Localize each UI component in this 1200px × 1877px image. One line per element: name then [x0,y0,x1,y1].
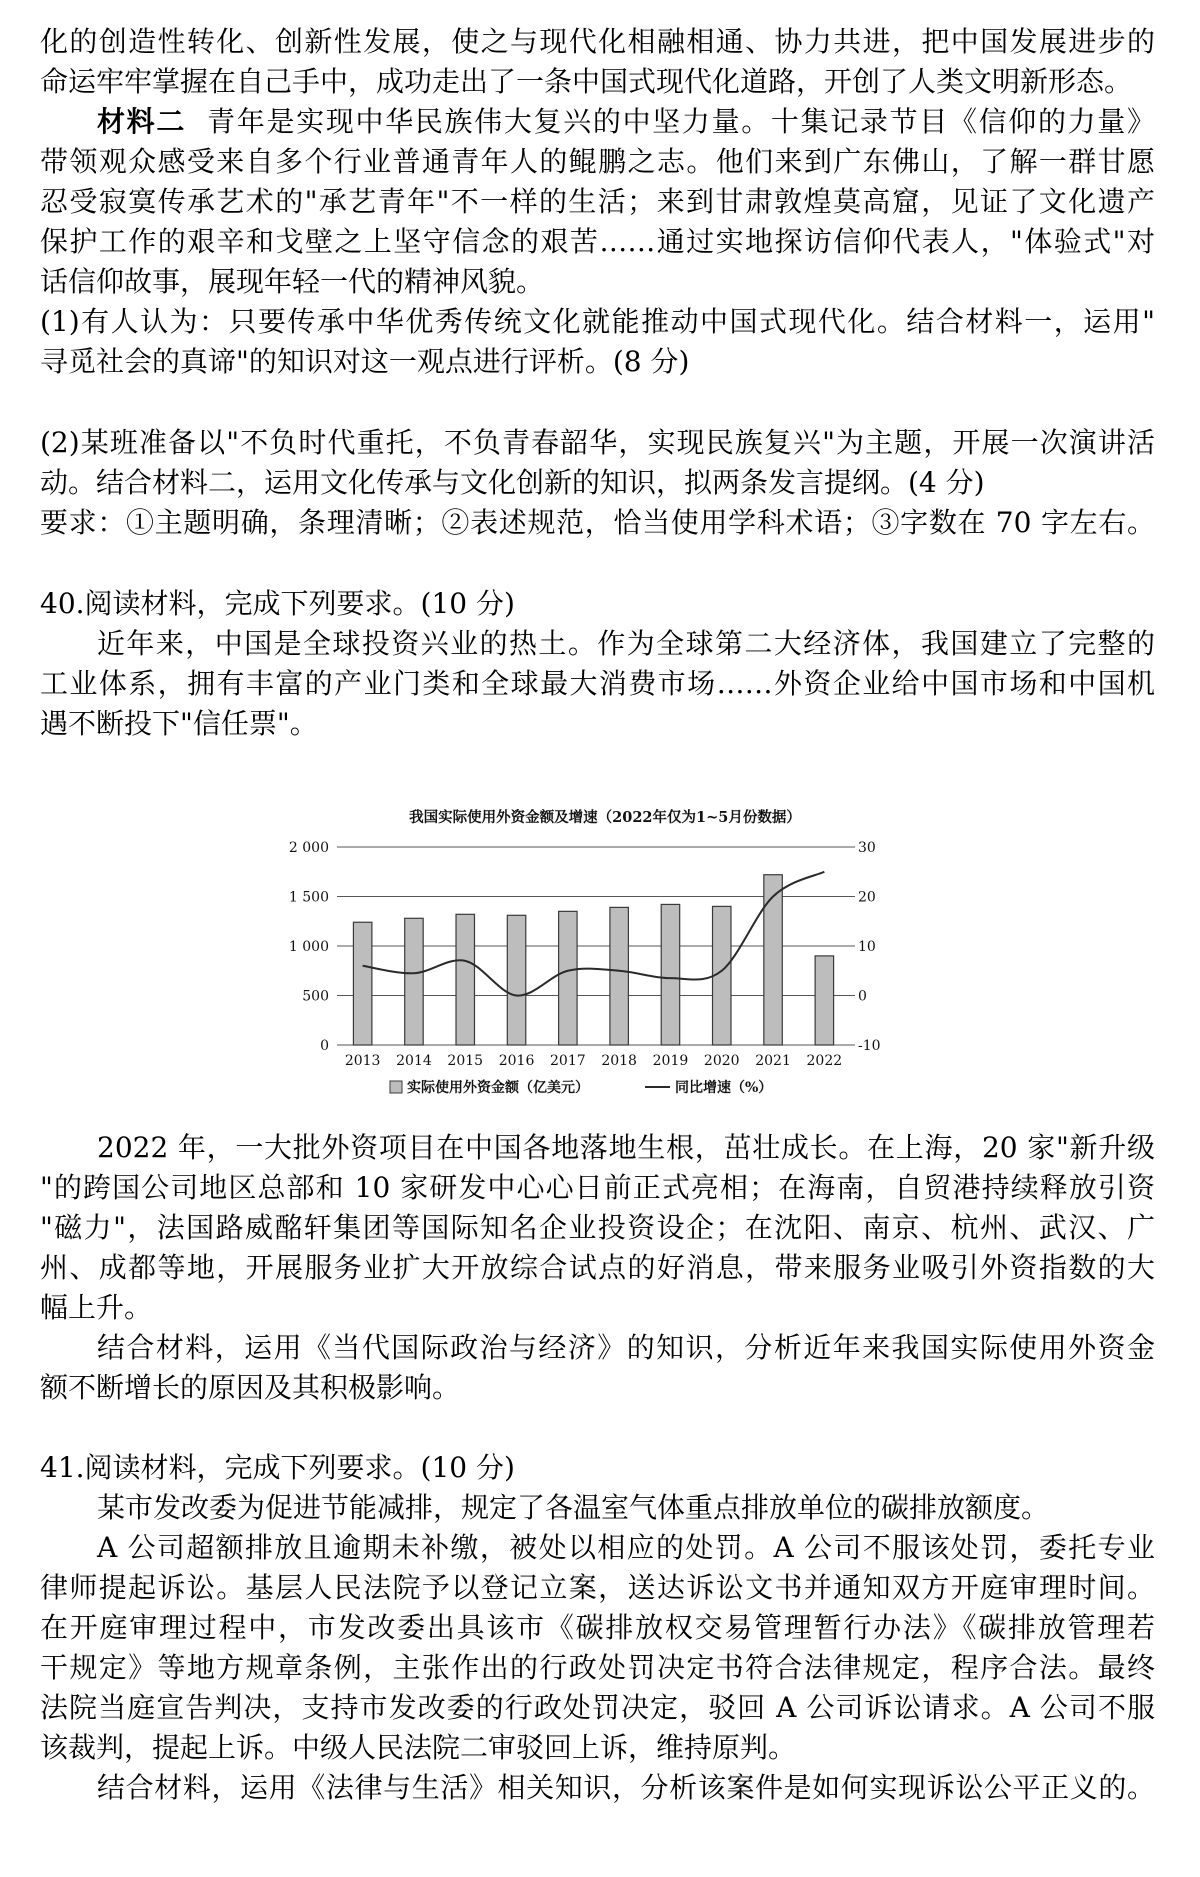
paragraph-line: 干规定》等地方规章条例，主张作出的行政处罚决定书符合法律规定，程序合法。最终 [40,1651,1155,1684]
bar [353,922,371,1045]
y-left-tick-label: 500 [302,988,329,1005]
x-tick-label: 2013 [344,1053,381,1069]
bar [661,904,679,1045]
question-heading: 40.阅读材料，完成下列要求。(10 分) [40,587,515,620]
x-tick-label: 2019 [652,1053,689,1069]
paragraph-line: A 公司超额排放且逾期未补缴，被处以相应的处罚。A 公司不服该处罚，委托专业 [97,1531,1155,1564]
question-line: 动。结合材料二，运用文化传承与文化创新的知识，拟两条发言提纲。(4 分) [40,466,985,499]
y-right-tick-label: 30 [858,840,876,856]
x-tick-label: 2021 [755,1053,791,1069]
paragraph-line: "磁力"，法国路威酩轩集团等国际知名企业投资设企；在沈阳、南京、杭州、武汉、广 [40,1211,1155,1244]
y-right-tick-label: 10 [858,939,876,955]
x-tick-label: 2016 [498,1053,535,1069]
material-two-line [97,102,1155,142]
paragraph-line: 化的创造性转化、创新性发展，使之与现代化相融相通、协力共进，把中国发展进步的 [40,25,1155,58]
bar [507,915,525,1045]
y-right-tick-label: 20 [858,889,876,906]
y-right-tick-label: 0 [858,988,867,1005]
growth-line [363,872,825,996]
bar [610,907,628,1045]
paragraph-line: 该裁判，提起上诉。中级人民法院二审驳回上诉，维持原判。 [40,1731,797,1764]
x-tick-label: 2022 [806,1053,843,1069]
paragraph-line: 命运牢牢掌握在自己手中，成功走出了一条中国式现代化道路，开创了人类文明新形态。 [40,65,1133,98]
x-tick-label: 2014 [396,1053,432,1069]
paragraph-line: 律师提起诉讼。基层人民法院予以登记立案，送达诉讼文书并通知双方开庭审理时间。 [40,1571,1155,1604]
paragraph-line: 法院当庭宣告判决，支持市发改委的行政处罚决定，驳回 A 公司诉讼请求。A 公司不服 [40,1691,1155,1724]
paragraph-line: 2022 年，一大批外资项目在中国各地落地生根，茁壮成长。在上海，20 家"新升级 [97,1131,1155,1164]
paragraph-line: 在开庭审理过程中，市发改委出具该市《碳排放权交易管理暂行办法》《碳排放管理若 [40,1611,1155,1644]
paragraph-line: 话信仰故事，展现年轻一代的精神风貌。 [40,265,545,298]
x-tick-label: 2015 [447,1053,484,1069]
paragraph-line: 结合材料，运用《当代国际政治与经济》的知识，分析近年来我国实际使用外资金 [97,1331,1155,1364]
paragraph-line: 带领观众感受来自多个行业普通青年人的鲲鹏之志。他们来到广东佛山，了解一群甘愿 [40,145,1155,178]
bar [764,875,782,1045]
paragraph-text: 青年是实现中华民族伟大复兴的中坚力量。十集记录节目《信仰的力量》 [207,105,1155,138]
y-left-tick-label: 1 500 [288,889,329,906]
paragraph-line: 忍受寂寞传承艺术的"承艺青年"不一样的生活；来到甘肃敦煌莫高窟，见证了文化遗产 [40,185,1155,218]
paragraph-line: 近年来，中国是全球投资兴业的热土。作为全球第二大经济体，我国建立了完整的 [97,627,1155,660]
legend-bar-label: 实际使用外资金额（亿美元） [407,1080,589,1096]
fdi-chart [285,800,925,1105]
y-left-tick-label: 0 [320,1038,329,1054]
bar [815,956,833,1045]
question-line: 寻觅社会的真谛"的知识对这一观点进行评析。(8 分) [40,345,690,378]
legend-bar-swatch [390,1081,402,1093]
bar [456,914,474,1045]
paragraph-line: "的跨国公司地区总部和 10 家研发中心心日前正式亮相；在海南，自贸港持续释放引资 [40,1171,1155,1204]
x-tick-label: 2020 [703,1053,740,1069]
fdi-chart-svg [285,800,925,1105]
x-tick-label: 2017 [550,1053,586,1069]
question-line: (1)有人认为：只要传承中华优秀传统文化就能推动中国式现代化。结合材料一，运用" [40,305,1155,338]
paragraph-line: 遇不断投下"信任票"。 [40,707,318,740]
bar [559,911,577,1045]
y-left-tick-label: 1 000 [288,939,329,955]
paragraph-line: 州、成都等地，开展服务业扩大开放综合试点的好消息，带来服务业吸引外资指数的大 [40,1251,1155,1284]
bar [405,918,423,1045]
chart-title: 我国实际使用外资金额及增速（2022年仅为1~5月份数据） [409,809,801,826]
y-left-tick-label: 2 000 [288,840,329,856]
question-heading: 41.阅读材料，完成下列要求。(10 分) [40,1451,515,1484]
x-tick-label: 2018 [601,1053,637,1069]
paragraph-line: 工业体系，拥有丰富的产业门类和全球最大消费市场……外资企业给中国市场和中国机 [40,667,1155,700]
paragraph-line: 某市发改委为促进节能减排，规定了各温室气体重点排放单位的碳排放额度。 [97,1491,1050,1524]
paragraph-line: 结合材料，运用《法律与生活》相关知识，分析该案件是如何实现诉讼公平正义的。 [97,1771,1155,1804]
paragraph-line: 额不断增长的原因及其积极影响。 [40,1371,461,1404]
y-right-tick-label: -10 [858,1038,881,1054]
material-two-label: 材料二 [97,105,187,138]
paragraph-line: 保护工作的艰辛和戈壁之上坚守信念的艰苦……通过实地探访信仰代表人，"体验式"对 [40,225,1155,258]
question-line: (2)某班准备以"不负时代重托，不负青春韶华，实现民族复兴"为主题，开展一次演讲活 [40,426,1155,459]
paragraph-line: 幅上升。 [40,1291,153,1324]
requirement-line: 要求：①主题明确，条理清晰；②表述规范，恰当使用学科术语；③字数在 70 字左右。 [40,506,1155,539]
legend-line-label: 同比增速（%） [675,1080,773,1096]
